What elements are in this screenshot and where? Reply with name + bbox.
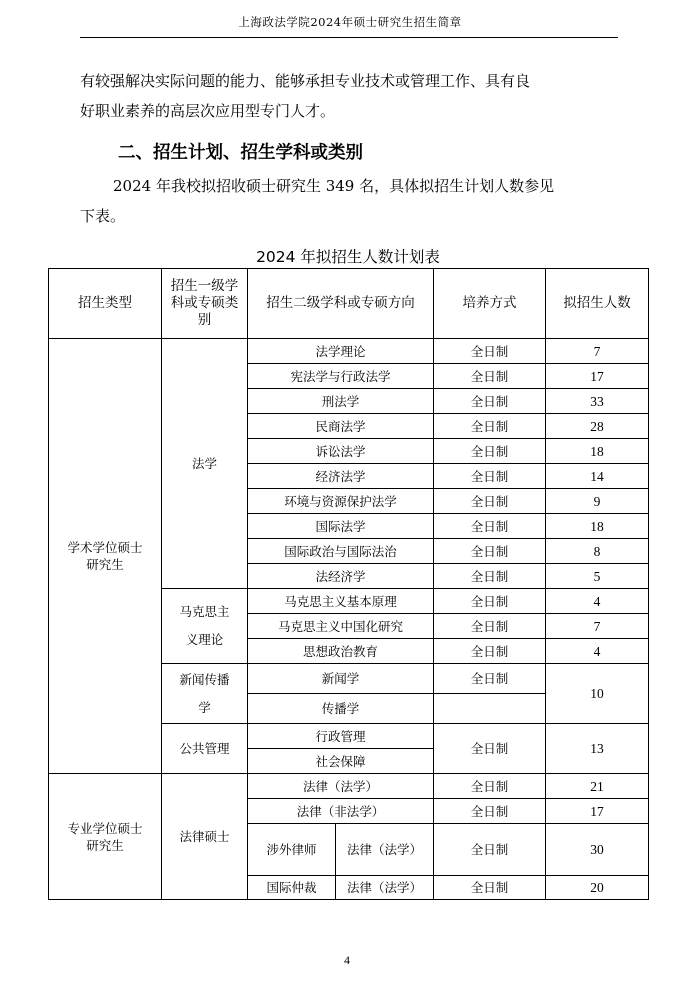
marx-discipline-cell: 马克思主义理论 — [162, 589, 248, 664]
direction-cell: 民商法学 — [248, 414, 434, 439]
count-cell: 10 — [546, 664, 649, 724]
header-mode: 培养方式 — [434, 269, 546, 339]
direction-cell: 经济法学 — [248, 464, 434, 489]
count-cell: 5 — [546, 564, 649, 589]
professional-type-cell: 专业学位硕士研究生 — [49, 774, 162, 900]
direction-cell: 刑法学 — [248, 389, 434, 414]
count-cell: 30 — [546, 824, 649, 876]
direction-cell: 宪法学与行政法学 — [248, 364, 434, 389]
mode-cell: 全日制 — [434, 389, 546, 414]
count-cell: 14 — [546, 464, 649, 489]
mode-cell: 全日制 — [434, 799, 546, 824]
count-cell: 7 — [546, 614, 649, 639]
running-header: 上海政法学院2024年硕士研究生招生简章 — [238, 15, 462, 29]
header-level1: 招生一级学科或专硕类别 — [162, 269, 248, 339]
count-cell: 4 — [546, 639, 649, 664]
header-rule — [80, 37, 618, 38]
count-cell: 21 — [546, 774, 649, 799]
count-cell: 18 — [546, 439, 649, 464]
admin-discipline-cell: 公共管理 — [162, 724, 248, 774]
count-cell: 33 — [546, 389, 649, 414]
intro-paragraph — [80, 66, 620, 126]
direction-cell: 国际法学 — [248, 514, 434, 539]
direction-cell: 新闻学 — [248, 664, 434, 694]
sub-direction-cell: 国际仲裁 — [248, 876, 336, 900]
intro-line-1: 有较强解决实际问题的能力、能够承担专业技术或管理工作、具有良 — [80, 72, 531, 90]
direction-cell: 马克思主义基本原理 — [248, 589, 434, 614]
mode-cell: 全日制 — [434, 339, 546, 364]
direction-cell: 法律（非法学） — [248, 799, 434, 824]
mode-cell: 全日制 — [434, 514, 546, 539]
direction-cell: 行政管理 — [248, 724, 434, 749]
mode-cell: 全日制 — [434, 464, 546, 489]
mode-cell: 全日制 — [434, 824, 546, 876]
count-cell: 4 — [546, 589, 649, 614]
jm-category-cell: 法律硕士 — [162, 774, 248, 900]
direction-cell: 马克思主义中国化研究 — [248, 614, 434, 639]
mode-cell: 全日制 — [434, 564, 546, 589]
mode-cell: 全日制 — [434, 664, 546, 694]
direction-cell: 环境与资源保护法学 — [248, 489, 434, 514]
media-discipline-cell: 新闻传播学 — [162, 664, 248, 724]
mode-cell: 全日制 — [434, 876, 546, 900]
count-cell: 28 — [546, 414, 649, 439]
section-line-1: 2024 年我校拟招收硕士研究生 349 名，具体拟招生计划人数参见 — [113, 177, 555, 195]
mode-cell-empty — [434, 694, 546, 724]
mode-cell: 全日制 — [434, 414, 546, 439]
academic-type-cell: 学术学位硕士研究生 — [49, 339, 162, 774]
count-cell: 17 — [546, 364, 649, 389]
direction-cell: 社会保障 — [248, 749, 434, 774]
mode-cell: 全日制 — [434, 364, 546, 389]
table-header-row — [49, 269, 649, 339]
enrollment-plan-table — [48, 268, 649, 900]
mode-cell: 全日制 — [434, 489, 546, 514]
direction-cell: 法律（法学） — [336, 824, 434, 876]
direction-cell: 法律（法学） — [248, 774, 434, 799]
direction-cell: 国际政治与国际法治 — [248, 539, 434, 564]
mode-cell: 全日制 — [434, 614, 546, 639]
table-title: 2024 年拟招生人数计划表 — [256, 248, 440, 266]
section-paragraph — [80, 171, 620, 231]
mode-cell: 全日制 — [434, 639, 546, 664]
count-cell: 13 — [546, 724, 649, 774]
count-cell: 20 — [546, 876, 649, 900]
intro-line-2: 好职业素养的高层次应用型专门人才。 — [80, 102, 336, 120]
direction-cell: 法学理论 — [248, 339, 434, 364]
table-row — [49, 774, 649, 799]
header-count: 拟招生人数 — [546, 269, 649, 339]
mode-cell: 全日制 — [434, 589, 546, 614]
sub-direction-cell: 涉外律师 — [248, 824, 336, 876]
mode-cell: 全日制 — [434, 439, 546, 464]
page-number: 4 — [344, 953, 350, 967]
table-row — [49, 339, 649, 364]
direction-cell: 诉讼法学 — [248, 439, 434, 464]
mode-cell: 全日制 — [434, 774, 546, 799]
count-cell: 18 — [546, 514, 649, 539]
header-type: 招生类型 — [49, 269, 162, 339]
mode-cell: 全日制 — [434, 539, 546, 564]
mode-cell: 全日制 — [434, 724, 546, 774]
header-level2: 招生二级学科或专硕方向 — [248, 269, 434, 339]
count-cell: 9 — [546, 489, 649, 514]
direction-cell: 传播学 — [248, 694, 434, 724]
direction-cell: 法经济学 — [248, 564, 434, 589]
direction-cell: 思想政治教育 — [248, 639, 434, 664]
direction-cell: 法律（法学） — [336, 876, 434, 900]
count-cell: 17 — [546, 799, 649, 824]
section-line-2: 下表。 — [80, 207, 126, 225]
section-heading: 二、招生计划、招生学科或类别 — [118, 143, 363, 163]
count-cell: 8 — [546, 539, 649, 564]
law-discipline-cell: 法学 — [162, 339, 248, 589]
count-cell: 7 — [546, 339, 649, 364]
